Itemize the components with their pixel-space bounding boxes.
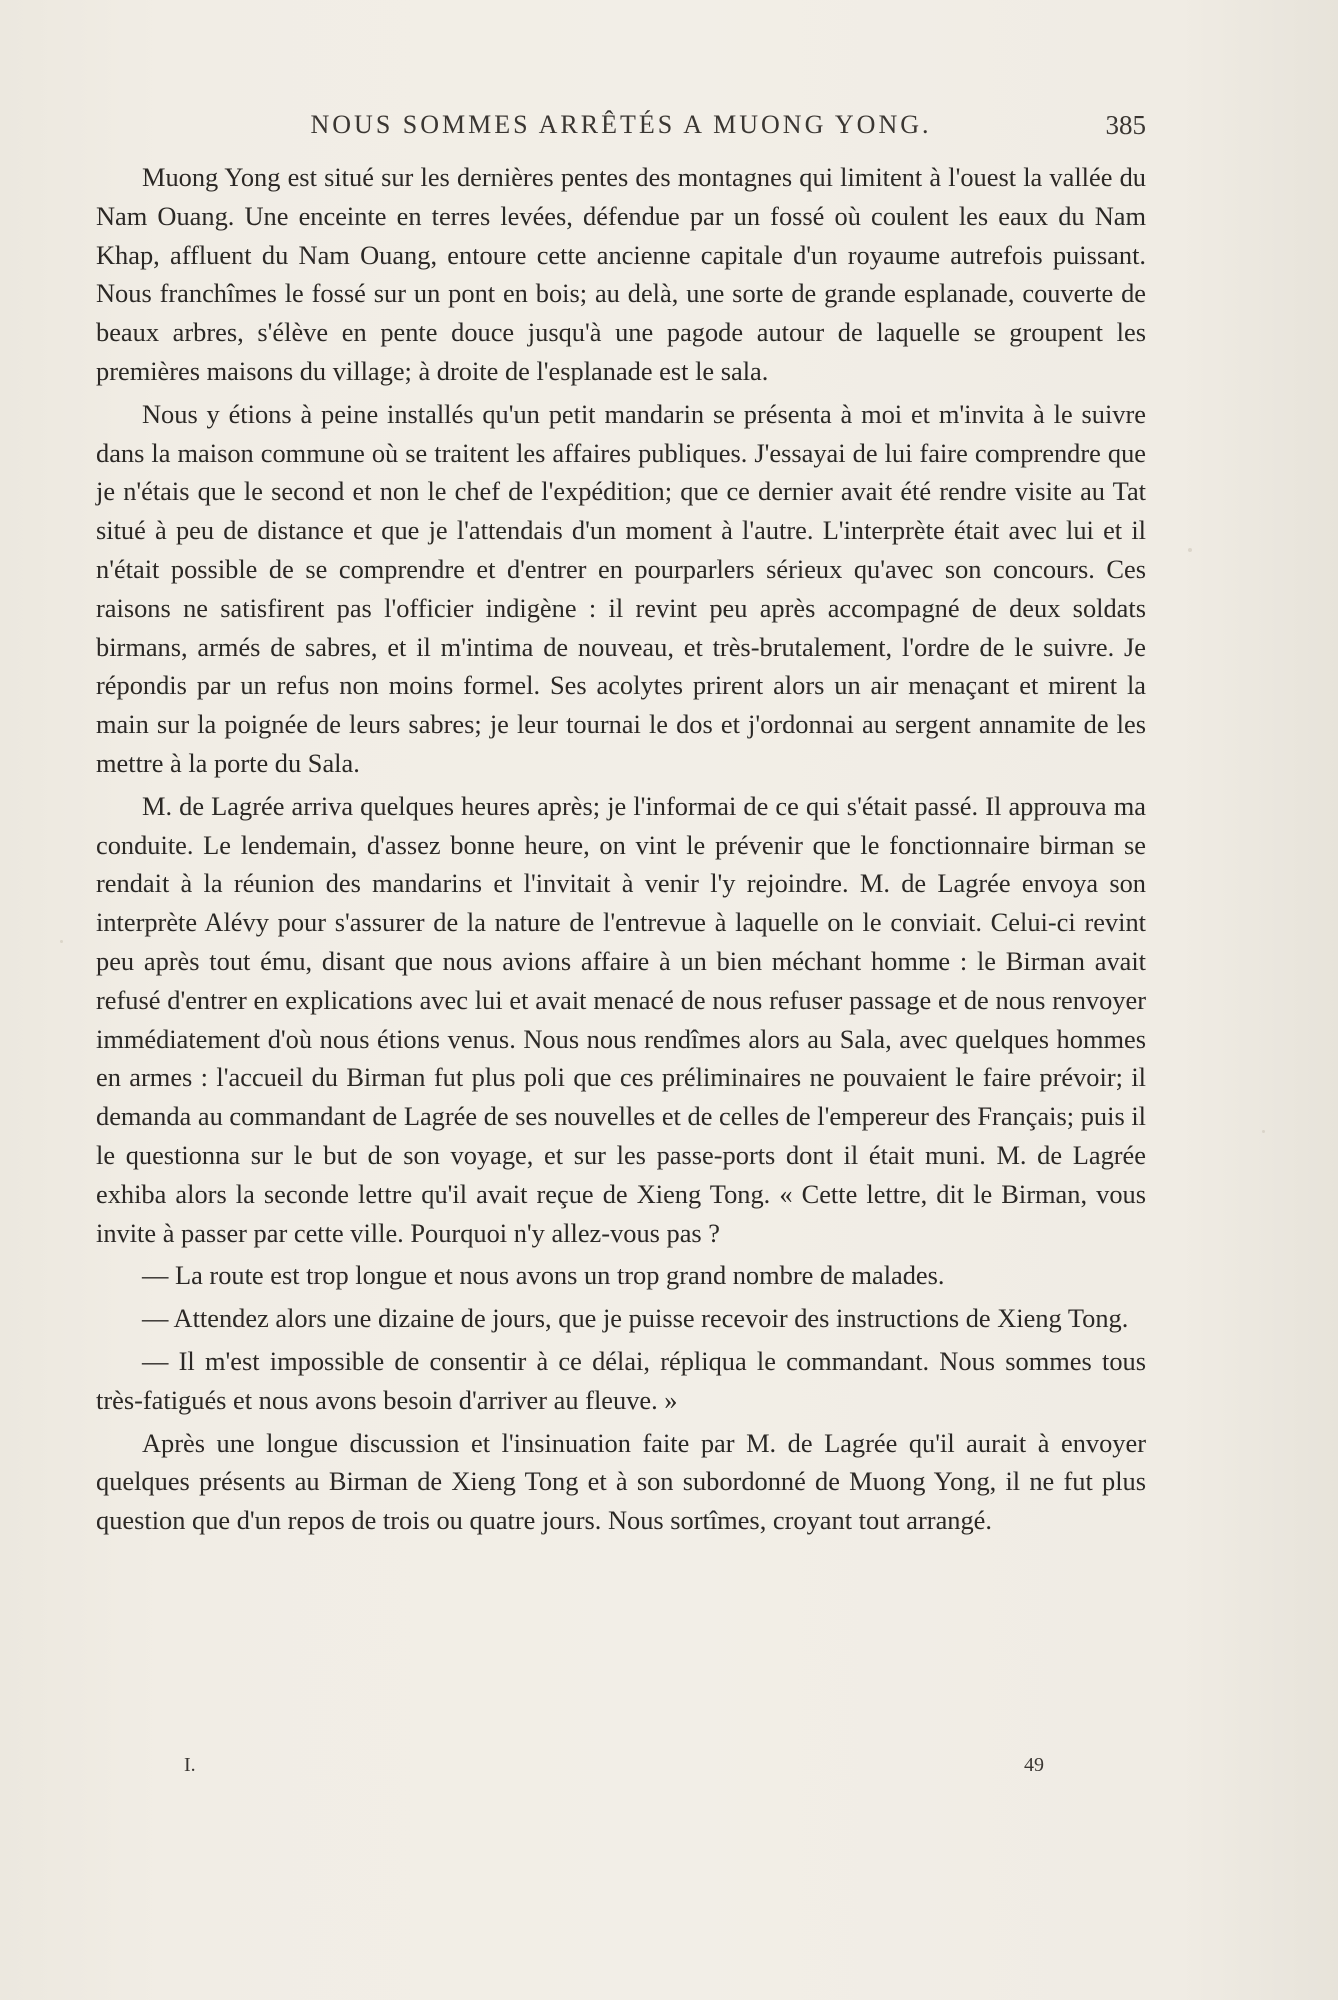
- paragraph: Après une longue discussion et l'insinuation faite par M. de Lagrée qu'il aurait à envoyer quelques présents au Birman de Xieng Tong et à son subordonné de Muong Yong, il ne fut plus question que d'un repos de trois ou quatre jours. Nous sortîmes, croyant tout arrangé.: [96, 1427, 1146, 1536]
- paper-speck: [1188, 548, 1192, 552]
- signature-mark: I.: [184, 1754, 196, 1776]
- paragraph: M. de Lagrée arriva quelques heures après; je l'informai de ce qui s'était passé. Il approuva ma conduite. Le lendemain, d'assez bonne heure, on vint le prévenir que le fonctionnaire birman se rendait à la réunion des mandarins et l'invitait à venir l'y rejoindre. M. de Lagrée envoya son interprète Alévy pour s'assurer de la nature de l'entrevue à laquelle on le conviait. Celui-ci revint peu après tout ému, disant que nous avions affaire à un bien méchant homme : le Birman avait refusé d'entrer en explications avec lui et avait menacé de nous refuser passage et de nous renvoyer immédiatement d'où nous étions venus. Nous nous rendîmes alors au Sala, avec quelques hommes en armes : l'accueil du Birman fut plus poli que ces préliminaires ne pouvaient le faire prévoir; il demanda au commandant de Lagrée de ses nouvelles et de celles de l'empereur des Français; puis il le questionna sur le but de son voyage, et sur les passe-ports dont il était muni. M. de Lagrée exhiba alors la seconde lettre qu'il avait reçue de Xieng Tong. « Cette lettre, dit le Birman, vous invite à passer par cette ville. Pourquoi n'y allez-vous pas ?: [96, 790, 1146, 1248]
- paragraph: Nous y étions à peine installés qu'un petit mandarin se présenta à moi et m'invita à le suivre dans la maison commune où se traitent les affaires publiques. J'essayai de lui faire comprendre que je n'étais que le second et non le chef de l'expédition; que ce dernier avait été rendre visite au Tat situé à peu de distance et que je l'attendais d'un moment à l'autre. L'interprète était avec lui et il n'était possible de se comprendre et d'entrer en pourparlers sérieux qu'avec son concours. Ces raisons ne satisfirent pas l'officier indigène : il revint peu après accompagné de deux soldats birmans, armés de sabres, et il m'intima de nouveau, et très-brutalement, l'ordre de le suivre. Je répondis par un refus non moins formel. Ses acolytes prirent alors un air menaçant et mirent la main sur la poignée de leurs sabres; je leur tournai le dos et j'ordonnai au sergent annamite de les mettre à la porte du Sala.: [96, 398, 1146, 778]
- dialogue-line: — Attendez alors une dizaine de jours, que je puisse recevoir des instructions de Xieng Tong.: [142, 1303, 1129, 1334]
- paper-speck: [1262, 1130, 1265, 1133]
- page-number: 385: [1105, 110, 1146, 140]
- dialogue-line: — Il m'est impossible de consentir à ce délai, répliqua le commandant. Nous sommes tous très-fatigués et nous avons besoin d'arriver au fleuve. »: [96, 1345, 1146, 1415]
- dialogue-line: — La route est trop longue et nous avons un trop grand nombre de malades.: [142, 1260, 945, 1291]
- paper-speck: [60, 940, 63, 943]
- paragraph: Muong Yong est situé sur les dernières pentes des montagnes qui limitent à l'ouest la vallée du Nam Ouang. Une enceinte en terres levées, défendue par un fossé où coulent les eaux du Nam Khap, affluent du Nam Ouang, entoure cette ancienne capitale d'un royaume autrefois puissant. Nous franchîmes le fossé sur un pont en bois; au delà, une sorte de grande esplanade, couverte de beaux arbres, s'élève en pente douce jusqu'à une pagode autour de laquelle se groupent les premières maisons du village; à droite de l'esplanade est le sala.: [96, 162, 1146, 386]
- sheet-number: 49: [1024, 1754, 1044, 1776]
- body-text: [96, 158, 1146, 1544]
- page-footer: [96, 1754, 1146, 1784]
- running-head: [96, 110, 1146, 150]
- running-title: NOUS SOMMES ARRÊTÉS A MUONG YONG.: [310, 110, 932, 139]
